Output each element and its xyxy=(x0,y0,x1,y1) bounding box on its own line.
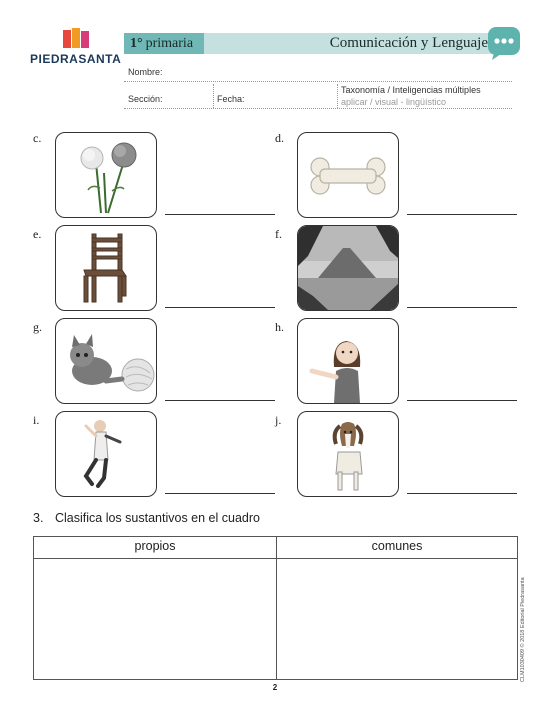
dog-bone-picture xyxy=(297,132,399,218)
answer-line[interactable] xyxy=(165,493,275,494)
taxonomy-values: aplicar / visual - lingüístico xyxy=(341,97,447,107)
item-letter: g. xyxy=(33,320,42,334)
copyright-text: CLM1030409 © 2018 Editorial Piedrasanta xyxy=(520,577,526,682)
beagle-dog-picture xyxy=(297,411,399,497)
kitten-yarn-picture xyxy=(55,318,157,404)
carnation-flowers-picture xyxy=(55,132,157,218)
item-letter: c. xyxy=(33,131,42,145)
item-letter: d. xyxy=(275,131,284,145)
item-letter: e. xyxy=(33,227,42,241)
divider xyxy=(337,84,338,108)
item-letter: j. xyxy=(275,413,282,427)
item-letter: f. xyxy=(275,227,282,241)
question-instruction: Clasifica los sustantivos en el cuadro xyxy=(55,511,260,525)
classification-table xyxy=(33,536,518,680)
speech-bubble-icon xyxy=(486,25,522,61)
question-number: 3. xyxy=(33,511,44,525)
propios-cell[interactable] xyxy=(34,559,275,679)
answer-line[interactable] xyxy=(165,214,275,215)
brand-logo: PIEDRASANTA xyxy=(30,52,122,66)
answer-line[interactable] xyxy=(165,307,275,308)
grade-badge xyxy=(124,33,204,54)
taxonomy-label: Taxonomía / Inteligencias múltiples xyxy=(341,85,481,95)
girl-pointing-picture xyxy=(297,318,399,404)
page-number: 2 xyxy=(272,683,278,692)
divider xyxy=(213,84,214,108)
lake-volcano-picture xyxy=(297,225,399,311)
logo-book-icon xyxy=(63,28,89,50)
item-letter: h. xyxy=(275,320,284,334)
comunes-cell[interactable] xyxy=(277,559,517,679)
item-letter: i. xyxy=(33,413,40,427)
section-line[interactable] xyxy=(124,108,512,109)
subject-text: Comunicación y Lenguaje xyxy=(329,35,488,51)
answer-line[interactable] xyxy=(407,400,517,401)
date-label: Fecha: xyxy=(217,94,245,104)
answer-line[interactable] xyxy=(407,214,517,215)
boy-jumping-picture xyxy=(55,411,157,497)
section-label: Sección: xyxy=(128,94,163,104)
name-line[interactable] xyxy=(124,81,512,82)
answer-line[interactable] xyxy=(165,400,275,401)
answer-line[interactable] xyxy=(407,493,517,494)
grade-label: primaria xyxy=(145,35,194,51)
wooden-chair-picture xyxy=(55,225,157,311)
name-label: Nombre: xyxy=(128,67,163,77)
subject-title xyxy=(204,33,500,54)
column-header-propios: propios xyxy=(134,539,176,553)
grade-number: 1° xyxy=(130,35,143,51)
answer-line[interactable] xyxy=(407,307,517,308)
column-header-comunes: comunes xyxy=(371,539,423,553)
